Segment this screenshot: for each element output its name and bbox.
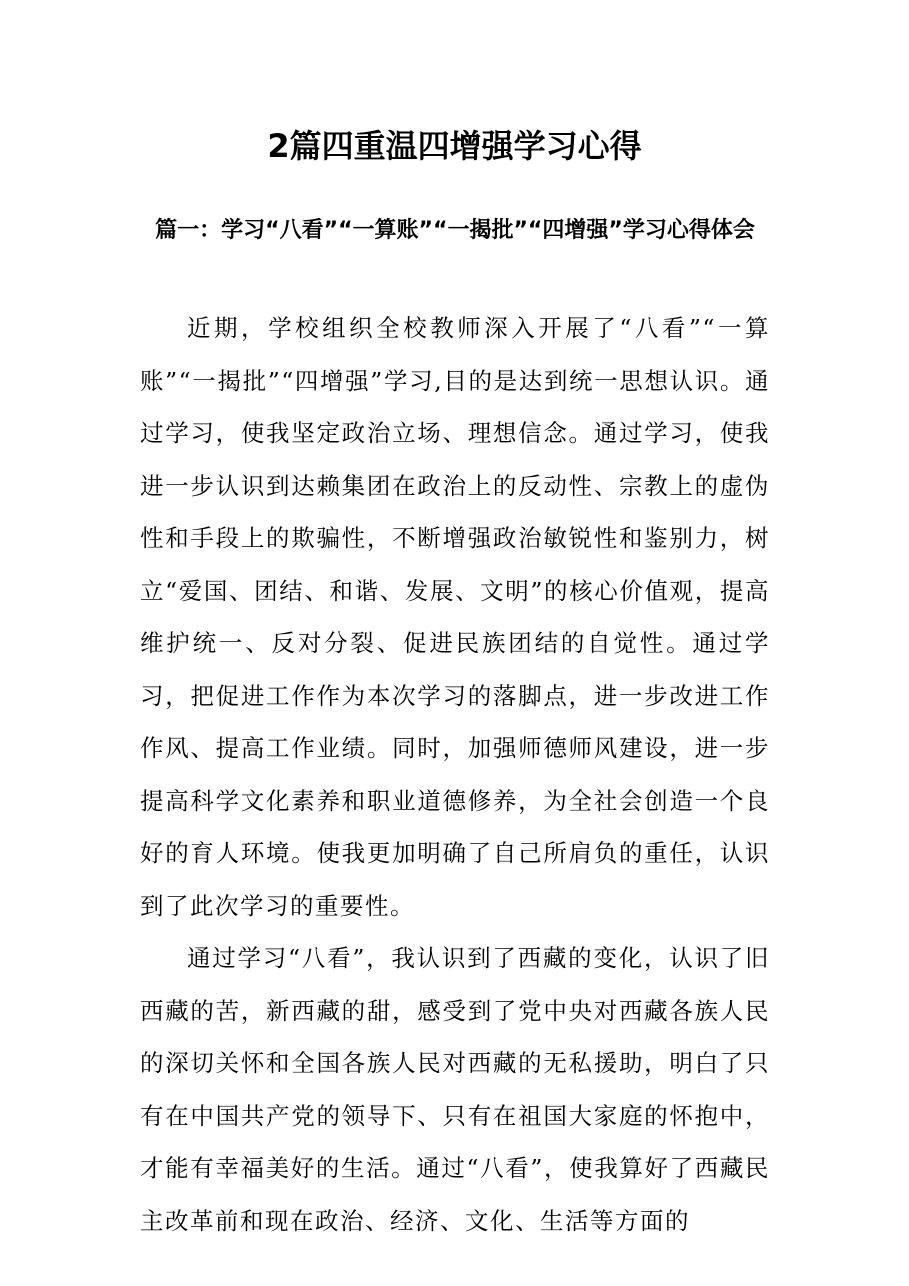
document-title: 2篇四重温四增强学习心得 [267,127,642,165]
paragraph-1: 近期，学校组织全校教师深入开展了“八看”“一算账”“一揭批”“四增强”学习,目的是达到统一思想认识。通过学习，使我坚定政治立场、理想信念。通过学习，使我进一步认识到达赖集团在政治上的反动性、宗教上的虚伪性和手段上的欺骗性，不断增强政治敏锐性和鉴别力，树立“爱国、团结、和谐、发展、文明”的核心价值观，提高维护统一、反对分裂、促进民族团结的自觉性。通过学习，把促进工作作为本次学习的落脚点，进一步改进工作作风、提高工作业绩。同时，加强师德师风建设，进一步提高科学文化素养和职业道德修养，为全社会创造一个良好的育人环境。使我更加明确了自己所肩负的重任，认识到了此次学习的重要性。 [140,314,770,920]
body-text [140,302,770,1247]
paragraph-2: 通过学习“八看”，我认识到了西藏的变化，认识了旧西藏的苦，新西藏的甜，感受到了党中央对西藏各族人民的深切关怀和全国各族人民对西藏的无私援助，明白了只有在中国共产党的领导下、只有在祖国大家庭的怀抱中，才能有幸福美好的生活。通过“八看”，使我算好了西藏民主改革前和现在政治、经济、文化、生活等方面的 [140,944,770,1235]
section-heading: 篇一：学习“八看”“一算账”“一揭批”“四增强”学习心得体会 [155,218,755,243]
